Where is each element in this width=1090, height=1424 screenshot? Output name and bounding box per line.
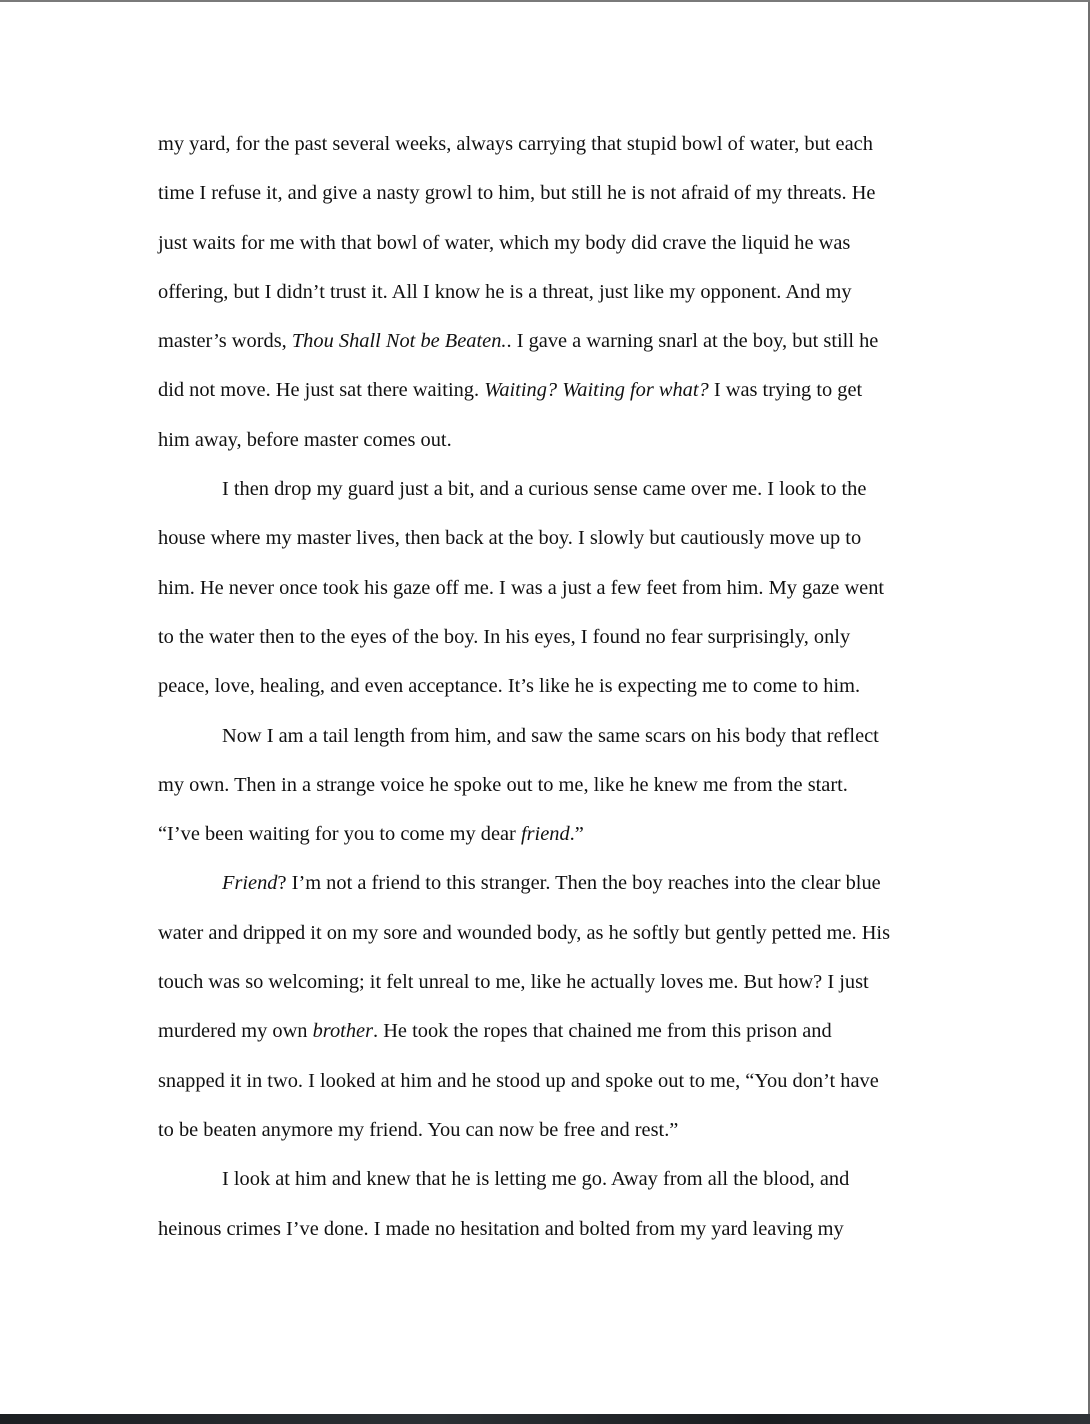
text-line: [158, 416, 948, 465]
text-line: [158, 564, 948, 613]
text-run: . I gave a warning snarl at the boy, but still he: [506, 330, 879, 353]
italic-text-run: brother: [312, 1020, 374, 1043]
text-line: [158, 958, 948, 1007]
text-line: [158, 909, 948, 958]
text-line: [158, 1205, 948, 1254]
text-run: just waits for me with that bowl of water, which my body did crave the liquid he was: [158, 231, 851, 254]
text-run: “I’ve been waiting for you to come my dear: [158, 823, 521, 846]
document-body-text: [158, 120, 948, 1254]
text-run: heinous crimes I’ve done. I made no hesitation and bolted from my yard leaving my: [158, 1217, 844, 1240]
text-run: snapped it in two. I looked at him and he stood up and spoke out to me, “You don’t have: [158, 1069, 879, 1092]
italic-text-run: Friend: [222, 872, 278, 895]
text-line: [158, 1155, 948, 1204]
text-run: ? I’m not a friend to this stranger. Then the boy reaches into the clear blue: [277, 872, 881, 895]
text-line: [158, 712, 948, 761]
text-line: [158, 810, 948, 859]
text-run: murdered my own: [158, 1020, 313, 1043]
text-run: time I refuse it, and give a nasty growl to him, but still he is not afraid of my threats. He: [158, 182, 876, 205]
text-line: [158, 366, 948, 415]
text-line: [158, 1007, 948, 1056]
text-run: I was trying to get: [708, 379, 863, 402]
text-run: offering, but I didn’t trust it. All I know he is a threat, just like my opponent. And my: [158, 280, 852, 303]
text-run: water and dripped it on my sore and wounded body, as he softly but gently petted me. His: [158, 921, 891, 944]
text-line: [158, 859, 948, 908]
text-line: [158, 662, 948, 711]
italic-text-run: Waiting? Waiting for what?: [484, 379, 709, 402]
text-run: my yard, for the past several weeks, always carrying that stupid bowl of water, but each: [158, 133, 873, 155]
text-line: [158, 169, 948, 218]
text-run: . He took the ropes that chained me from this prison and: [373, 1020, 832, 1043]
text-run: Now I am a tail length from him, and saw the same scars on his body that reflect: [222, 724, 879, 747]
text-line: [158, 1057, 948, 1106]
text-run: peace, love, healing, and even acceptance. It’s like he is expecting me to come to him.: [158, 675, 861, 698]
italic-text-run: Thou Shall Not be Beaten.: [291, 330, 507, 353]
text-run: master’s words,: [158, 330, 292, 353]
text-line: [158, 613, 948, 662]
italic-text-run: friend: [520, 823, 570, 846]
text-line: [158, 268, 948, 317]
text-run: I look at him and knew that he is letting me go. Away from all the blood, and: [222, 1168, 850, 1191]
text-run: him away, before master comes out.: [158, 428, 452, 451]
text-run: I then drop my guard just a bit, and a curious sense came over me. I look to the: [222, 478, 867, 501]
taskbar-strip: [0, 1414, 1090, 1424]
text-run: house where my master lives, then back at the boy. I slowly but cautiously move up to: [158, 527, 862, 550]
text-line: [158, 317, 948, 366]
text-run: .”: [569, 823, 584, 846]
text-run: to the water then to the eyes of the boy. In his eyes, I found no fear surprisingly, only: [158, 625, 851, 648]
text-run: my own. Then in a strange voice he spoke out to me, like he knew me from the start.: [158, 773, 848, 796]
text-line: [158, 514, 948, 563]
text-line: [158, 465, 948, 514]
text-run: him. He never once took his gaze off me. I was a just a few feet from him. My gaze went: [158, 576, 885, 599]
text-run: to be beaten anymore my friend. You can now be free and rest.”: [158, 1118, 679, 1141]
text-run: touch was so welcoming; it felt unreal to me, like he actually loves me. But how? I just: [158, 971, 869, 994]
text-line: [158, 761, 948, 810]
text-line: [158, 219, 948, 268]
text-line: [158, 1106, 948, 1155]
text-run: did not move. He just sat there waiting.: [158, 379, 485, 402]
text-line: [158, 120, 948, 169]
